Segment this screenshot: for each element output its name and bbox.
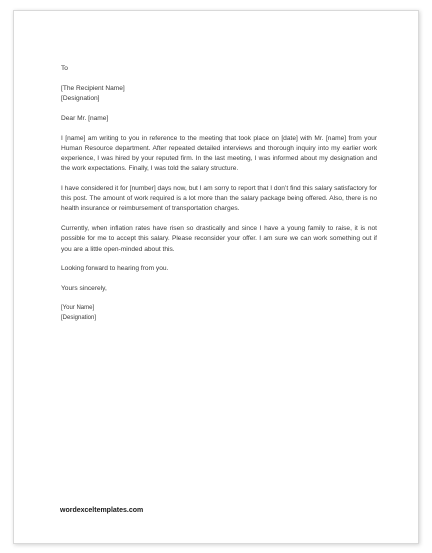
closing-line: Looking forward to hearing from you. bbox=[61, 265, 169, 273]
letter-body bbox=[61, 64, 377, 323]
recipient-name: [The Recipient Name] bbox=[61, 84, 125, 92]
sender-name: [Your Name] bbox=[61, 305, 95, 311]
salutation: Dear Mr. [name] bbox=[61, 114, 109, 122]
paragraph-3: Currently, when inflation rates have risen so drastically and since I have a young family to raise, it is not possible for me to accept this salary. Please reconsider your offer. I am sure we can work something out if you are a little open-minded about this. bbox=[61, 225, 377, 253]
document-page bbox=[13, 10, 419, 544]
sign-off: Yours sincerely, bbox=[61, 285, 107, 293]
recipient-designation: [Designation] bbox=[61, 95, 100, 102]
website-footer: wordexceltemplates.com bbox=[60, 507, 144, 514]
paragraph-2: I have considered it for [number] days now, but I am sorry to report that I don’t find this salary satisfactory for this post. The amount of work required is a lot more than the salary package being offered. Also, there is no health insurance or reimbursement of transportation charges. bbox=[61, 185, 377, 213]
paragraph-1: I [name] am writing to you in reference to the meeting that took place on [date] with Mr. [name] from your Human Resource department. After repeated detailed interviews and thorough inquiry into my earlier work experience, I was hired by your reputed firm. In the last meeting, I was informed about my designation and the work expectations. Finally, I was told the salary structure. bbox=[61, 134, 377, 173]
letter-to: To bbox=[61, 65, 68, 72]
sender-designation: [Designation] bbox=[61, 314, 97, 321]
